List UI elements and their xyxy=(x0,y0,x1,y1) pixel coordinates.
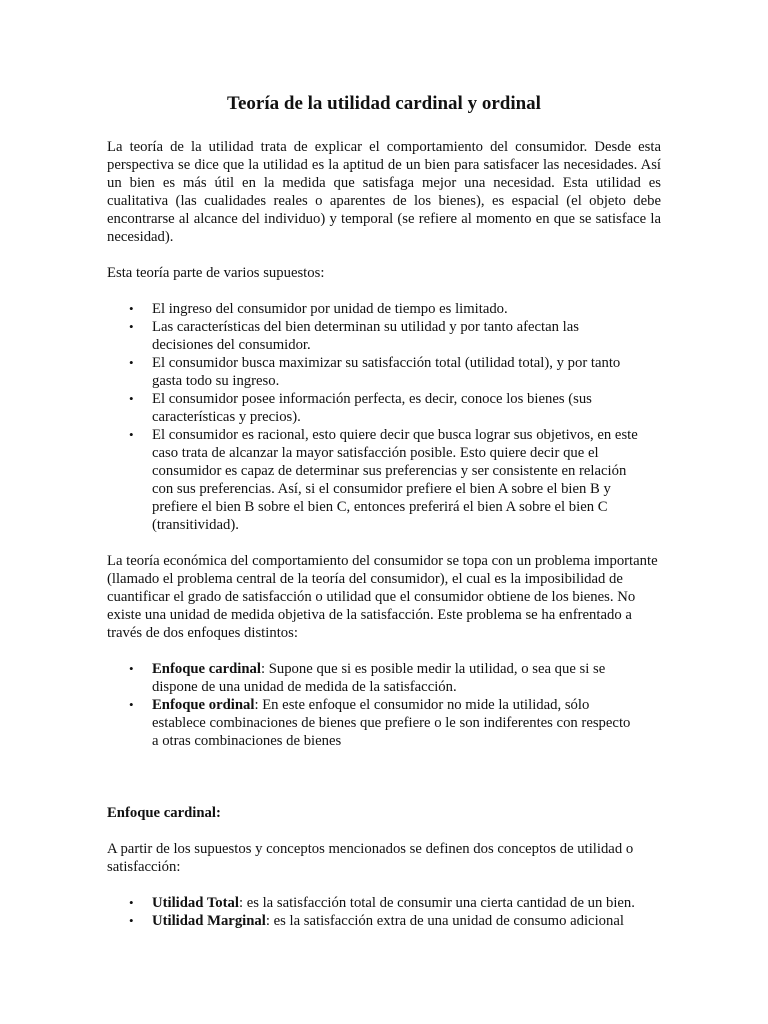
concept-term: Utilidad Total xyxy=(152,895,239,911)
cardinal-intro-paragraph: A partir de los supuestos y conceptos mencionados se definen dos conceptos de utilidad o satisfacción: xyxy=(107,841,634,875)
bullet-icon: • xyxy=(129,697,134,712)
document-title: Teoría de la utilidad cardinal y ordinal xyxy=(227,93,541,114)
list-item xyxy=(129,426,661,534)
assumptions-list xyxy=(107,300,661,534)
bullet-icon: • xyxy=(129,895,134,910)
approaches-list xyxy=(107,660,661,750)
bullet-icon: • xyxy=(129,427,134,442)
concept-text: : es la satisfacción total de consumir una cierta cantidad de un bien. xyxy=(238,895,635,911)
utility-concepts-list xyxy=(107,894,661,930)
list-item xyxy=(129,912,661,930)
list-item-text: Las características del bien determinan su utilidad y por tanto afectan las decisiones del consumidor. xyxy=(152,319,579,353)
approach-text: : Supone que si es posible medir la utilidad, o sea que si se dispone de una unidad de medida de la satisfacción. xyxy=(152,661,606,695)
intro-paragraph: La teoría de la utilidad trata de explicar el comportamiento del consumidor. Desde esta perspectiva se dice que la utilidad es la aptitud de un bien para satisfacer las necesidades. Así un bien es más útil en la medida que satisfaga mejor una necesidad. Esta utilidad es cualitativa (las cualidades reales o aparentes de los bienes), es espacial (el objeto debe encontrarse al alcance del individuo) y temporal (se refiere al momento en que se satisface la necesidad). xyxy=(107,139,661,245)
list-item-text: El ingreso del consumidor por unidad de tiempo es limitado. xyxy=(152,301,508,317)
list-item-text: El consumidor es racional, esto quiere decir que busca lograr sus objetivos, en este caso trata de alcanzar la mayor satisfacción posible. Esto quiere decir que el consumidor es capaz de determinar sus preferencias y ser consistente en relación con sus preferencias. Así, si el consumidor prefiere el bien A sobre el bien B y prefiere el bien B sobre el bien C, entonces preferirá el bien A sobre el bien C (transitividad). xyxy=(152,427,638,533)
list-item xyxy=(129,660,661,696)
list-item xyxy=(129,300,661,318)
concept-text: : es la satisfacción extra de una unidad de consumo adicional xyxy=(265,913,624,929)
approach-term: Enfoque cardinal xyxy=(152,661,261,677)
list-item xyxy=(129,318,661,354)
list-item-text: El consumidor posee información perfecta, es decir, conoce los bienes (sus características y precios). xyxy=(152,391,592,425)
bullet-icon: • xyxy=(129,661,134,676)
bullet-icon: • xyxy=(129,913,134,928)
list-item xyxy=(129,696,661,750)
problem-paragraph: La teoría económica del comportamiento del consumidor se topa con un problema importante (llamado el problema central de la teoría del consumidor), el cual es la imposibilidad de cuantificar el grado de satisfacción o utilidad que el consumidor obtiene de los bienes. No existe una unidad de medida objetiva de la satisfacción. Este problema se ha enfrentado a través de dos enfoques distintos: xyxy=(107,553,658,641)
bullet-icon: • xyxy=(129,355,134,370)
assumptions-intro: Esta teoría parte de varios supuestos: xyxy=(107,265,325,281)
bullet-icon: • xyxy=(129,391,134,406)
bullet-icon: • xyxy=(129,301,134,316)
list-item-text: El consumidor busca maximizar su satisfacción total (utilidad total), y por tanto gasta todo su ingreso. xyxy=(152,355,621,389)
list-item xyxy=(129,894,661,912)
list-item xyxy=(129,390,661,426)
approach-text: : En este enfoque el consumidor no mide la utilidad, sólo establece combinaciones de bienes que prefiere o le son indiferentes con respecto a otras combinaciones de bienes xyxy=(152,697,631,749)
section-heading: Enfoque cardinal: xyxy=(107,805,221,821)
list-item xyxy=(129,354,661,390)
bullet-icon: • xyxy=(129,319,134,334)
concept-term: Utilidad Marginal xyxy=(152,913,266,929)
approach-term: Enfoque ordinal xyxy=(152,697,255,713)
